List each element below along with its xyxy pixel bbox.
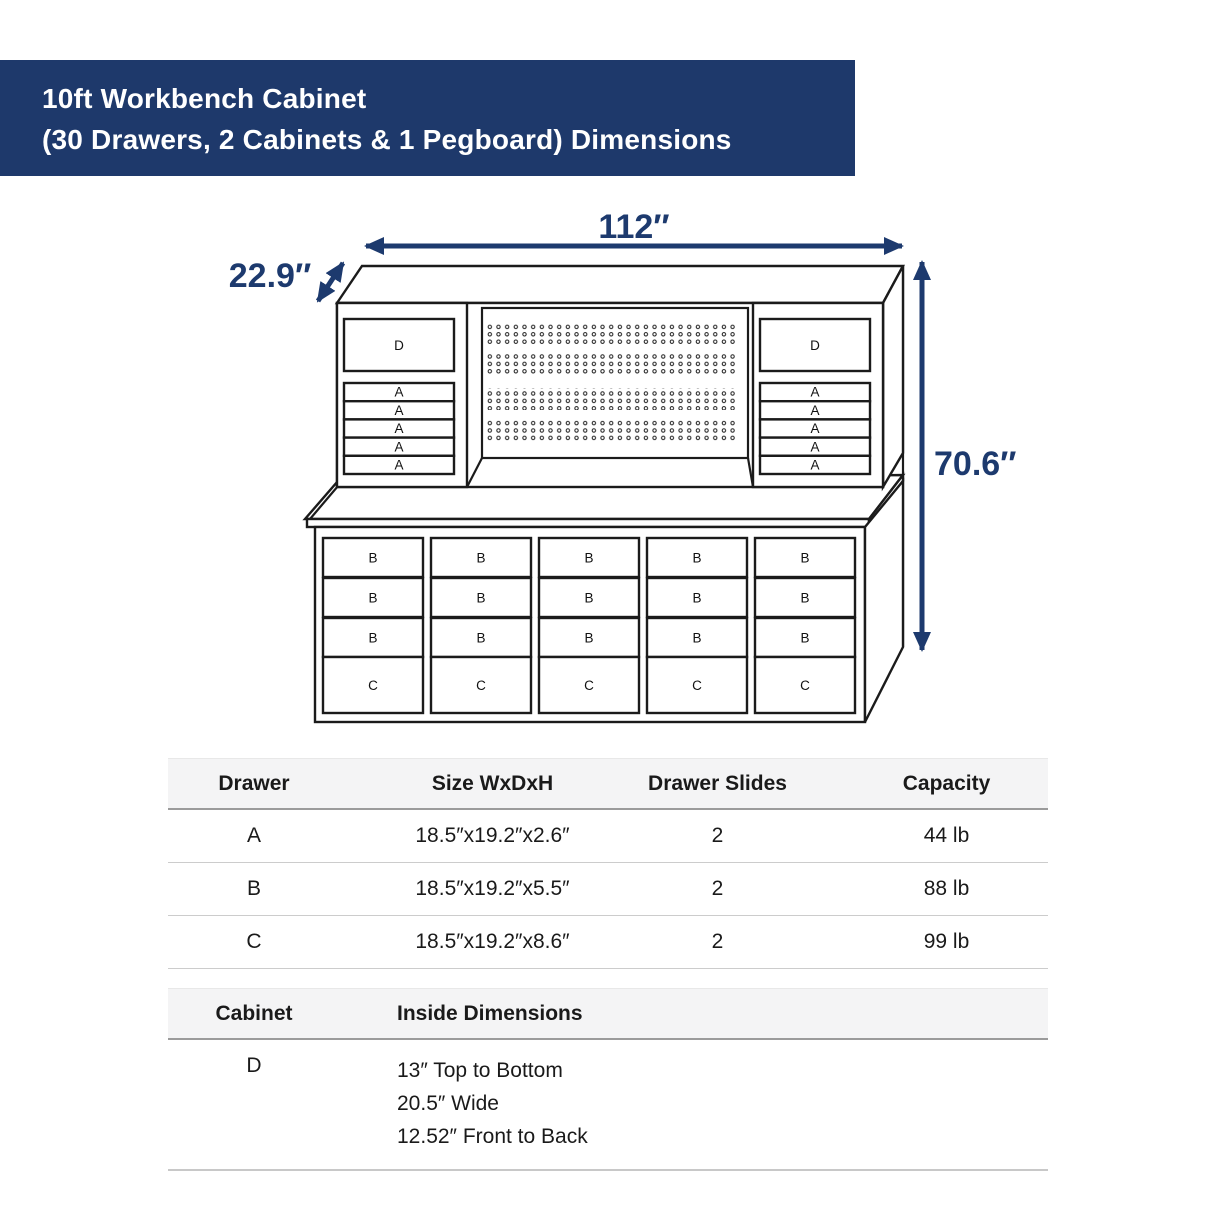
height-dimension-label: 70.6″ bbox=[934, 445, 1017, 483]
pegboard-dots-band bbox=[487, 388, 738, 410]
base-drawer-label: C bbox=[368, 677, 378, 693]
table-row-drawer-b bbox=[168, 863, 1048, 916]
cell-capacity: 88 lb bbox=[790, 863, 1048, 916]
base-drawer-grid bbox=[323, 538, 855, 713]
base-drawer-label: B bbox=[476, 630, 486, 646]
base-drawer-label: B bbox=[692, 590, 702, 606]
col-header-slides: Drawer Slides bbox=[645, 759, 790, 810]
base-drawer-label: B bbox=[368, 550, 378, 566]
page-title-line2: (30 Drawers, 2 Cabinets & 1 Pegboard) Dimensions bbox=[42, 124, 732, 155]
cell-size: 18.5″x19.2″x2.6″ bbox=[340, 809, 645, 863]
hutch-drawer-label: A bbox=[810, 402, 820, 418]
base-drawer-label: C bbox=[800, 677, 810, 693]
hutch-drawer-label: A bbox=[810, 384, 820, 400]
hutch-right-side-panel bbox=[883, 266, 903, 487]
cabinet-door-label: D bbox=[394, 338, 404, 353]
table-row-drawer-c bbox=[168, 916, 1048, 969]
hutch-drawer-label: A bbox=[810, 421, 820, 437]
base-drawer-label: B bbox=[368, 590, 378, 606]
base-drawer-label: B bbox=[584, 630, 594, 646]
dimension-line: 13″ Top to Bottom bbox=[397, 1059, 563, 1082]
col-header-capacity: Capacity bbox=[790, 759, 1048, 810]
base-drawer-label: B bbox=[800, 550, 810, 566]
pegboard-dots-band bbox=[487, 354, 738, 376]
base-drawer-label: B bbox=[692, 550, 702, 566]
cell-size: 18.5″x19.2″x8.6″ bbox=[340, 916, 645, 969]
col-header-drawer: Drawer bbox=[168, 759, 340, 810]
cell-cabinet: D bbox=[168, 1039, 340, 1170]
base-drawer-label: B bbox=[692, 630, 702, 646]
dimension-line: 20.5″ Wide bbox=[397, 1092, 499, 1115]
base-drawer-label: B bbox=[800, 590, 810, 606]
base-drawer-label: C bbox=[584, 677, 594, 693]
workbench-diagram bbox=[0, 190, 1214, 770]
base-drawer-label: B bbox=[476, 590, 486, 606]
cell-inside-dimensions bbox=[340, 1039, 1048, 1170]
base-drawer-label: B bbox=[476, 550, 486, 566]
depth-dimension-arrow bbox=[318, 263, 343, 301]
cabinet-table-header-row bbox=[168, 989, 1048, 1040]
cell-drawer: C bbox=[168, 916, 340, 969]
cell-drawer: B bbox=[168, 863, 340, 916]
col-header-size: Size WxDxH bbox=[340, 759, 645, 810]
base-drawer-label: B bbox=[368, 630, 378, 646]
base-drawer-label: B bbox=[584, 590, 594, 606]
cell-slides: 2 bbox=[645, 863, 790, 916]
dimension-line: 12.52″ Front to Back bbox=[397, 1125, 588, 1148]
drawer-spec-table bbox=[168, 758, 1048, 969]
table-row-drawer-a bbox=[168, 809, 1048, 863]
hutch-top-surface bbox=[337, 266, 903, 303]
cell-size: 18.5″x19.2″x5.5″ bbox=[340, 863, 645, 916]
cabinet-door-label: D bbox=[810, 338, 820, 353]
hutch-drawer-label: A bbox=[394, 457, 404, 473]
cabinet-spec-table bbox=[168, 988, 1048, 1171]
base-drawer-label: C bbox=[476, 677, 486, 693]
cell-capacity: 44 lb bbox=[790, 809, 1048, 863]
depth-dimension-label: 22.9″ bbox=[228, 257, 312, 295]
base-drawer-label: C bbox=[692, 677, 702, 693]
drawer-table-header-row bbox=[168, 759, 1048, 810]
table-row-cabinet-d bbox=[168, 1039, 1048, 1170]
base-drawer-label: B bbox=[584, 550, 594, 566]
pegboard-dots-band bbox=[487, 420, 738, 442]
hutch-drawer-label: A bbox=[810, 439, 820, 455]
hutch-drawer-label: A bbox=[394, 439, 404, 455]
col-header-cabinet: Cabinet bbox=[168, 989, 340, 1040]
width-dimension-label: 112″ bbox=[598, 208, 670, 246]
cell-drawer: A bbox=[168, 809, 340, 863]
base-drawer-label: B bbox=[800, 630, 810, 646]
cell-slides: 2 bbox=[645, 809, 790, 863]
col-header-inside-dimensions: Inside Dimensions bbox=[340, 989, 1048, 1040]
worktop-slab-front bbox=[307, 519, 869, 527]
page-title-line1: 10ft Workbench Cabinet bbox=[42, 83, 367, 114]
hutch-drawer-label: A bbox=[394, 421, 404, 437]
cell-capacity: 99 lb bbox=[790, 916, 1048, 969]
hutch-drawer-label: A bbox=[394, 402, 404, 418]
hutch-drawer-label: A bbox=[810, 457, 820, 473]
cell-slides: 2 bbox=[645, 916, 790, 969]
pegboard-dots-band bbox=[487, 323, 738, 345]
hutch-drawer-label: A bbox=[394, 384, 404, 400]
title-banner bbox=[0, 60, 855, 176]
